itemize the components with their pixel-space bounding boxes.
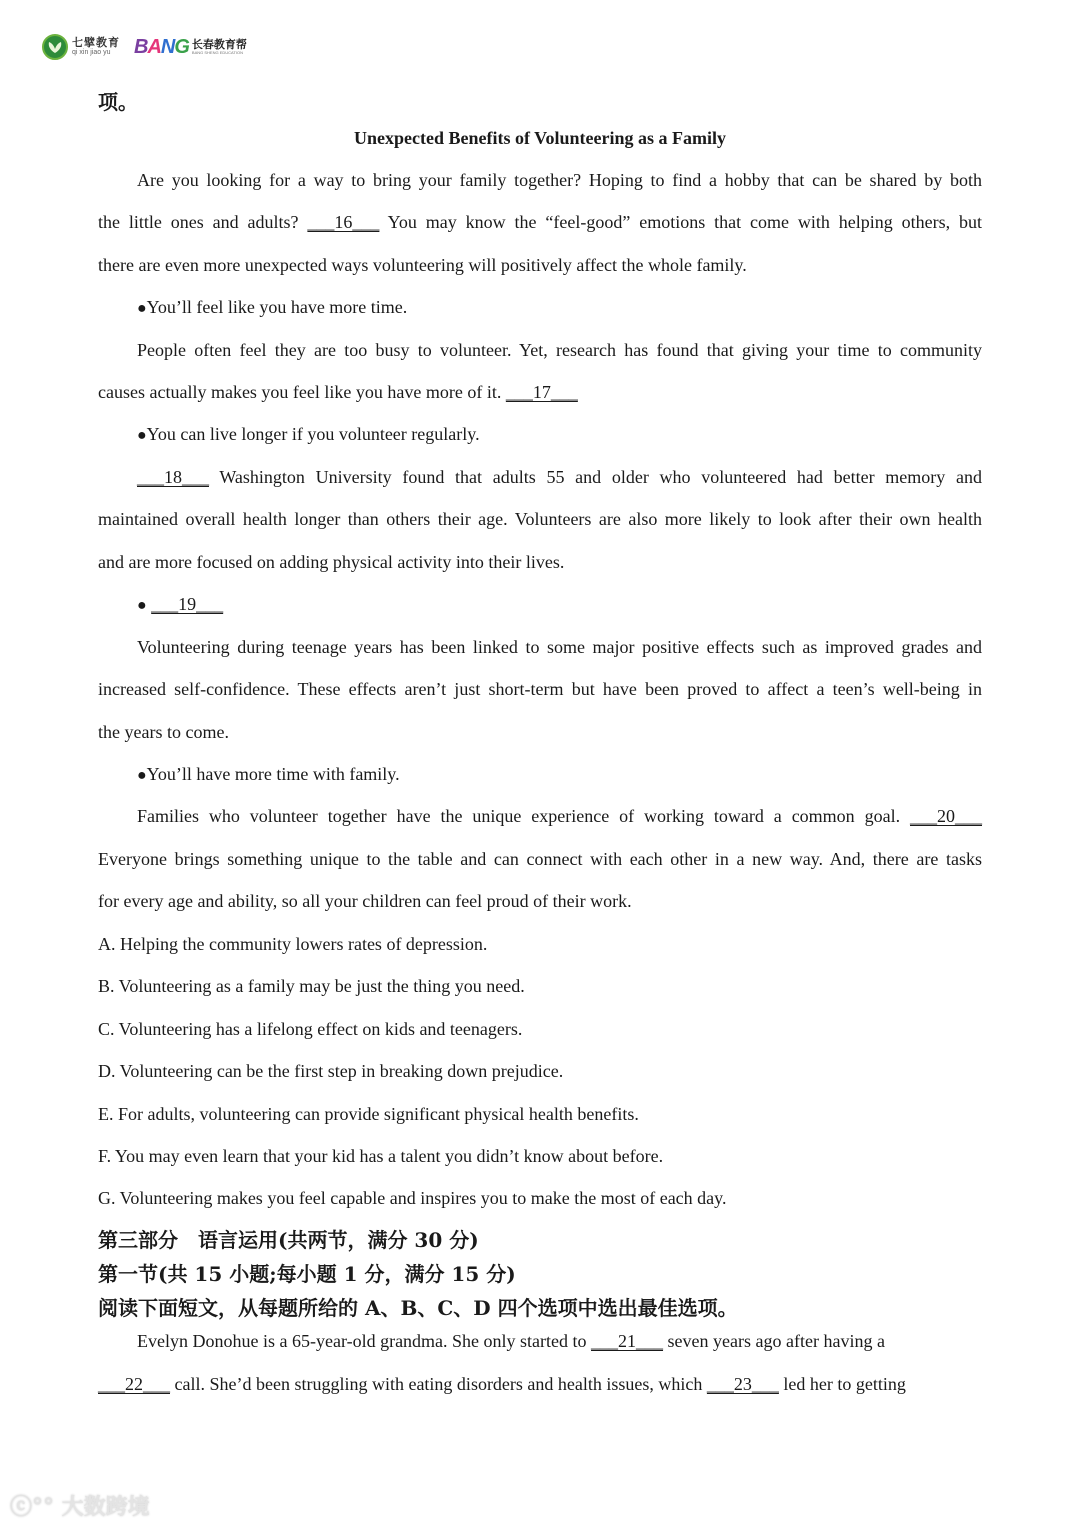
- blank-23: ___23___: [706, 1374, 779, 1394]
- cloze-line2: ___22___ call. She’d been struggling with eating disorders and health issues, which ___23___ led her to getting: [98, 1374, 906, 1394]
- option-b: B. Volunteering as a family may be just the thing you need.: [98, 976, 525, 996]
- p1-line3: there are even more unexpected ways volunteering will positively affect the whole family.: [98, 255, 747, 275]
- p5-line3: for every age and ability, so all your children can feel proud of their work.: [98, 891, 632, 911]
- blank-17: ___17___: [505, 382, 578, 402]
- option-d: D. Volunteering can be the first step in breaking down prejudice.: [98, 1061, 564, 1081]
- bullet-icon: ●: [137, 767, 147, 784]
- logo1-chinese-name: 七擘教育: [72, 37, 120, 49]
- p1-line1: Are you looking for a way to bring your family together? Hoping to find a hobby that can be shared by both: [137, 170, 982, 190]
- heading-more-time: ●You’ll feel like you have more time.: [137, 297, 408, 317]
- section3-instruction: 阅读下面短文，从每题所给的 A、B、C、D 四个选项中选出最佳选项。: [98, 1296, 738, 1320]
- heading-live-longer: ●You can live longer if you volunteer regularly.: [137, 424, 480, 444]
- p2-line1: People often feel they are too busy to volunteer. Yet, research has found that giving your time to community: [137, 340, 982, 360]
- option-a: A. Helping the community lowers rates of depression.: [98, 934, 488, 954]
- p5-line2: Everyone brings something unique to the table and can connect with each other in a new way. And, there are tasks: [98, 849, 982, 869]
- logo2-chinese-name: 长春教育帮: [191, 38, 247, 51]
- p4-line1: Volunteering during teenage years has been linked to some major positive effects such as improved grades and: [137, 637, 982, 657]
- logo2-english-name: BANG SHENG EDUCATION: [191, 49, 243, 55]
- heading-blank-19: [137, 594, 223, 615]
- section3-heading: 第三部分 语言运用(共两节，满分 30 分): [98, 1228, 479, 1252]
- blank-16: ___16___: [307, 212, 380, 232]
- p3-line1: ___18___ Washington University found that adults 55 and older who volunteered had better memory and: [137, 467, 982, 487]
- p1-line2: the little ones and adults? ___16___ You may know the “feel-good” emotions that come with helping others, but: [98, 212, 982, 232]
- section3-subheading: 第一节(共 15 小题;每小题 1 分，满分 15 分): [98, 1262, 516, 1286]
- blank-22: ___22___: [98, 1374, 170, 1394]
- blank-21: ___21___: [591, 1331, 664, 1351]
- p5-line1: Families who volunteer together have the unique experience of working toward a common goal. ___20___: [137, 806, 982, 826]
- option-g: G. Volunteering makes you feel capable and inspires you to make the most of each day.: [98, 1188, 727, 1208]
- blank-19: ___19___: [151, 594, 224, 614]
- cloze-line1: Evelyn Donohue is a 65-year-old grandma. She only started to ___21___ seven years ago after having a: [137, 1331, 885, 1351]
- option-c: C. Volunteering has a lifelong effect on kids and teenagers.: [98, 1019, 523, 1039]
- watermark-logo-icon: ⓒ°°: [10, 1495, 62, 1520]
- bullet-icon: ●: [137, 427, 147, 444]
- blank-20: ___20___: [910, 806, 982, 826]
- bullet-icon: ●: [137, 300, 147, 317]
- watermark: ⓒ°° 大数跨境: [10, 1495, 150, 1520]
- option-e: E. For adults, volunteering can provide significant physical health benefits.: [98, 1104, 639, 1124]
- p4-line2: increased self-confidence. These effects aren’t just short-term but have been proved to affect a teen’s well-being in: [98, 679, 982, 699]
- p3-line3: and are more focused on adding physical activity into their lives.: [98, 552, 565, 572]
- blank-18: ___18___: [137, 467, 209, 487]
- p3-line2: maintained overall health longer than others their age. Volunteers are also more likely to look after their own health: [98, 509, 982, 529]
- continuation-text: 项。: [98, 90, 138, 114]
- heading-family-time: ●You’ll have more time with family.: [137, 764, 400, 784]
- bullet-icon: ●: [137, 597, 147, 614]
- p4-line3: the years to come.: [98, 722, 229, 742]
- p2-line2: causes actually makes you feel like you have more of it. ___17___: [98, 382, 578, 402]
- page-header: [42, 30, 247, 64]
- passage-title: Unexpected Benefits of Volunteering as a Family: [354, 128, 726, 148]
- qixin-logo: [42, 34, 120, 60]
- logo1-pinyin: qi xin jiao yu: [72, 49, 111, 56]
- bang-mark: BANG: [134, 35, 189, 58]
- leaf-logo-icon: [42, 34, 68, 60]
- option-f: F. You may even learn that your kid has a talent you didn’t know about before.: [98, 1146, 664, 1166]
- bang-logo: [134, 36, 247, 59]
